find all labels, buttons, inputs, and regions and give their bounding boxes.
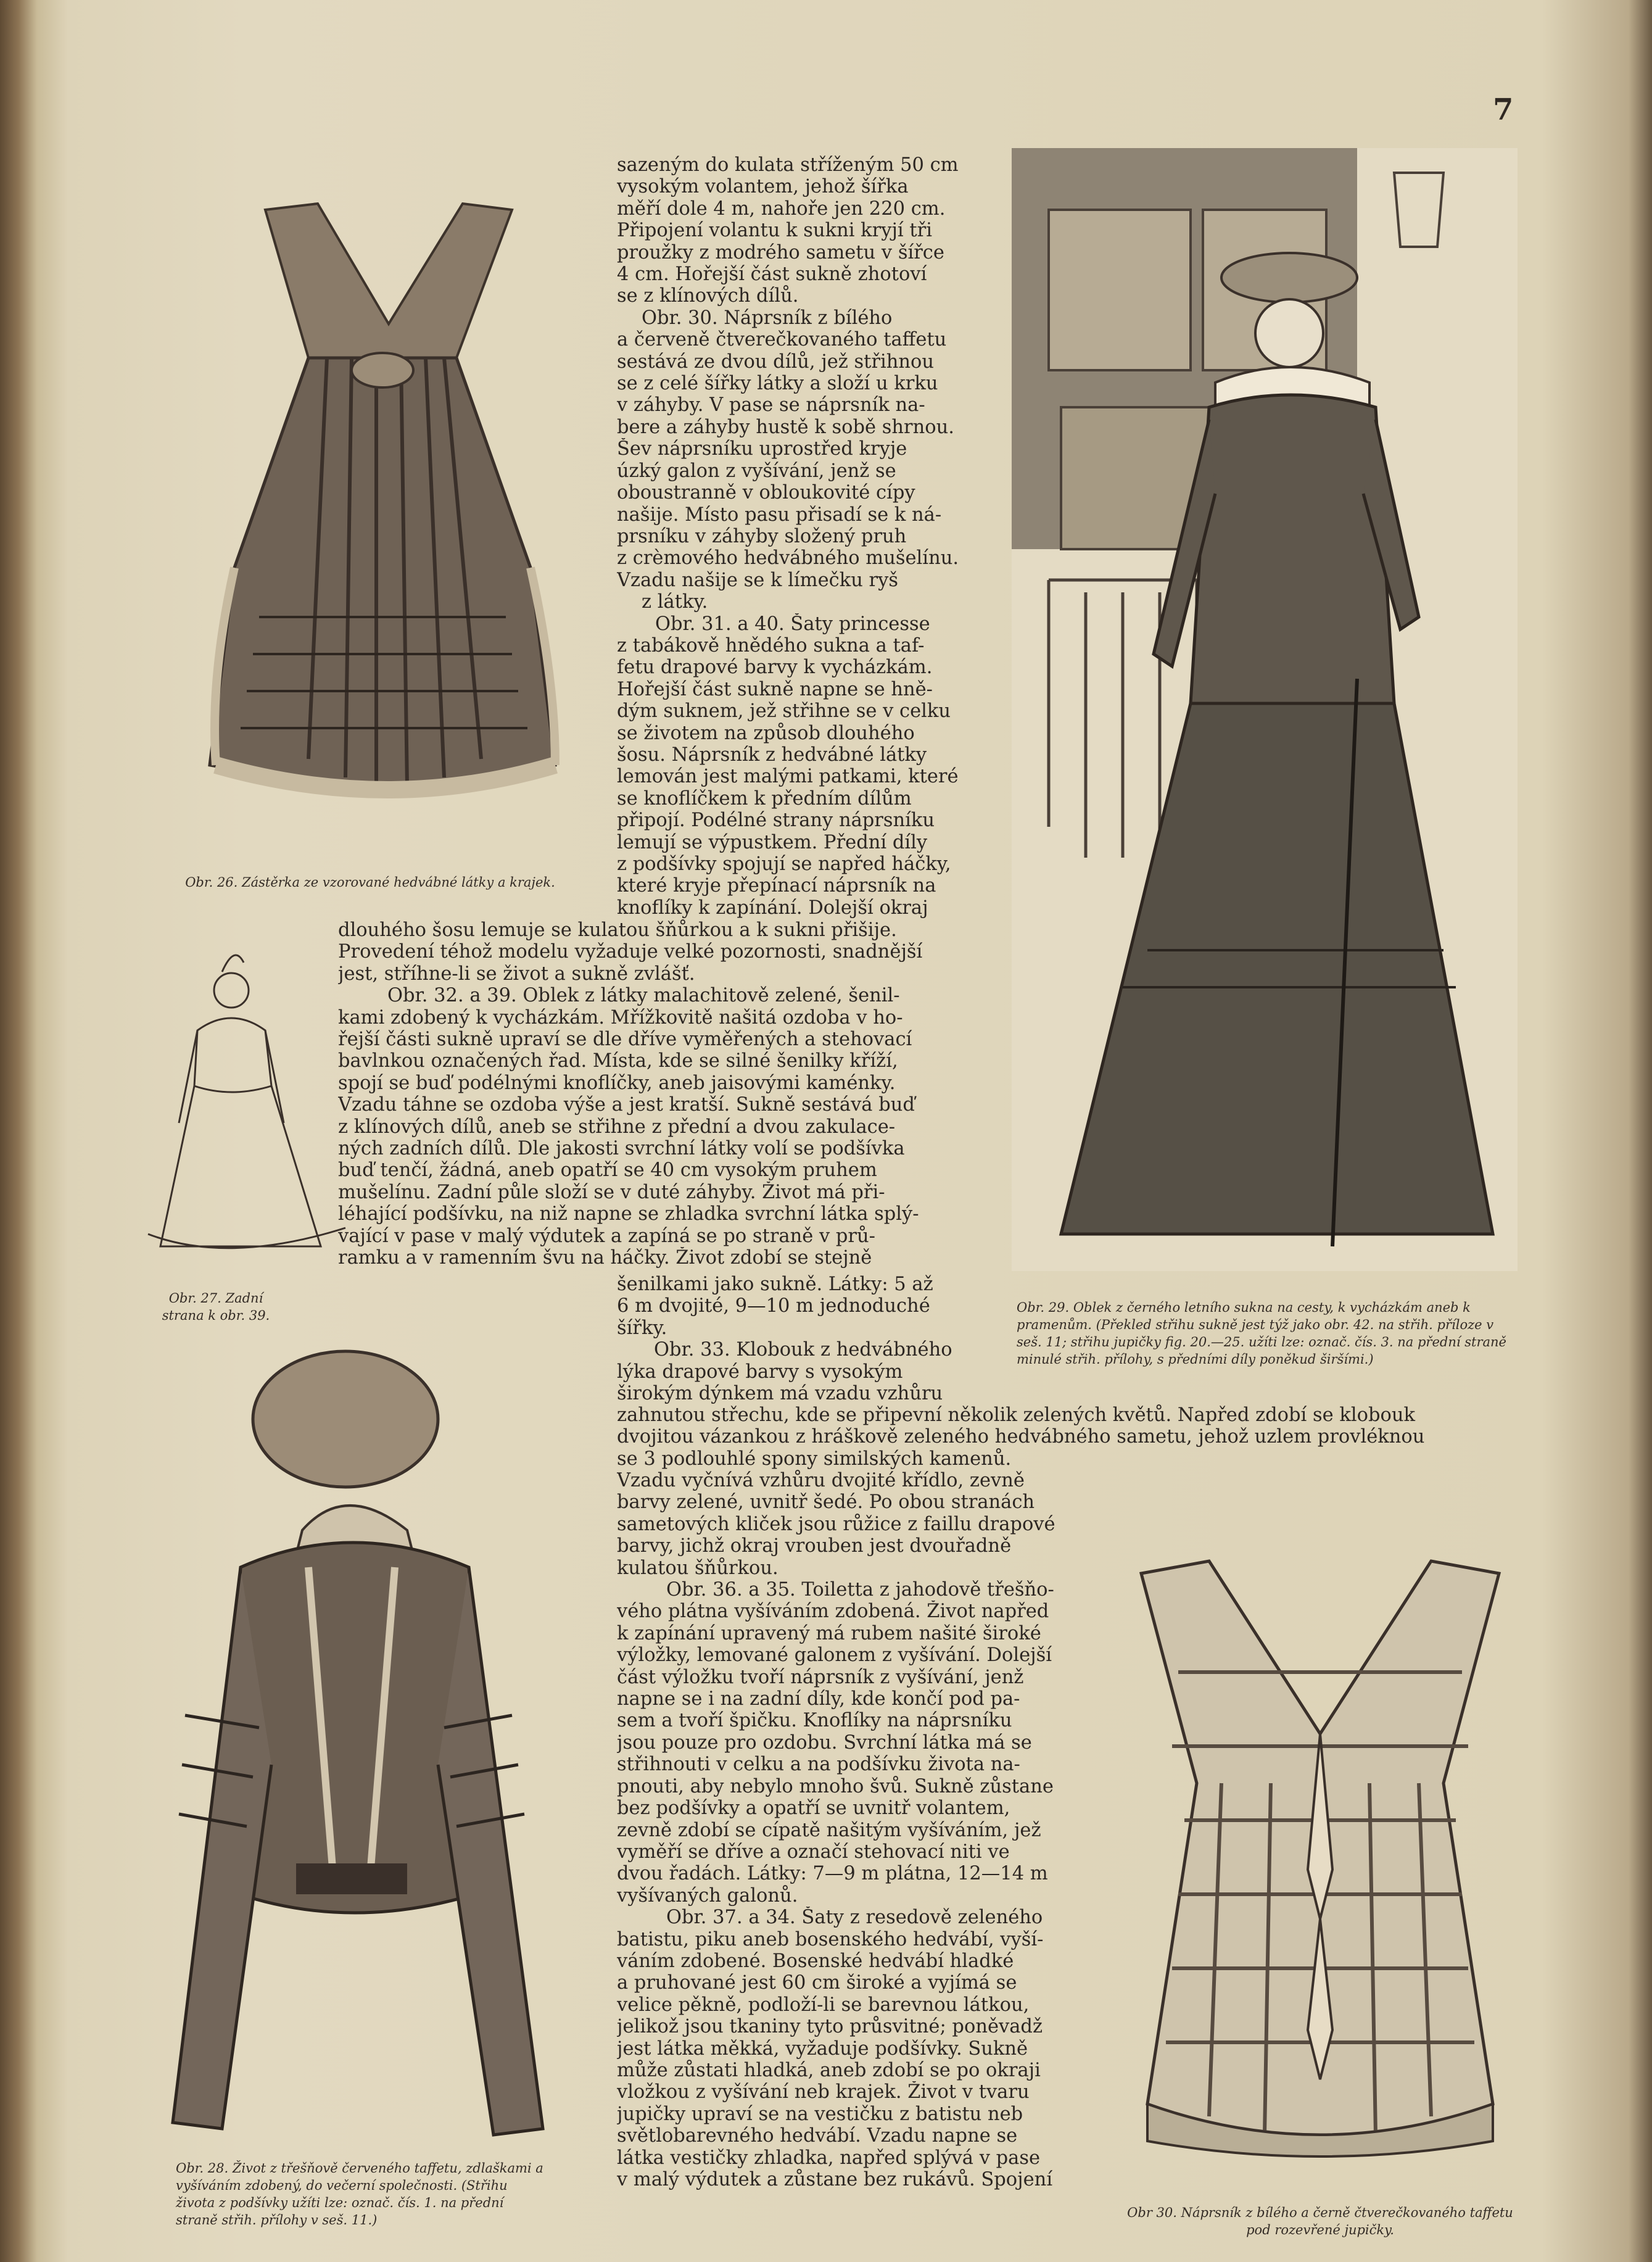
text-line: měří dole 4 m, nahoře jen 220 cm.: [617, 197, 946, 220]
text-line: kami zdobený k vycházkám. Mřížkovitě našitá ozdoba v ho-: [338, 1006, 903, 1029]
text-line: Obr. 32. a 39. Oblek z látky malachitově zelené, šenil-: [387, 985, 900, 1007]
text-column-wide: [617, 1404, 1511, 1470]
text-line: sestává ze dvou dílů, jež střihnou: [617, 350, 935, 373]
text-line: dým suknem, jež střihne se v celku: [617, 700, 951, 723]
caption-fig29: Obr. 29. Oblek z černého letního sukna na cesty, k vycházkám aneb k pramenům. (Překled střihu sukně jest týž jako obr. 42. na střih. příloze v seš. 11; střihu jupičky fig. 20.—25. užíti lze: označ. čís. 3. na přední straně minulé střih. přílohy, s předními díly poněkud širšími.): [1017, 1300, 1506, 1367]
text-line: vající v pase v malý výdutek a zapíná se po straně v prů-: [338, 1225, 875, 1247]
text-line: mušelínu. Zadní půle složí se v duté záhyby. Život má při-: [338, 1181, 885, 1203]
text-line: batistu, piku aneb bosenského hedvábí, vyší-: [617, 1928, 1044, 1950]
text-line: lemován jest malými patkami, které: [617, 766, 959, 788]
bodice-drawing: [148, 1333, 568, 2147]
text-line: léhající podšívku, na niž napne se zhladka svrchní látka splý-: [338, 1203, 919, 1225]
text-line: napne se i na zadní díly, kde končí pod pa-: [617, 1688, 1020, 1710]
apron-illustration: [185, 185, 580, 814]
text-line: vysokým volantem, jehož šířka: [617, 176, 909, 198]
text-line: Obr. 33. Klobouk z hedvábného: [654, 1339, 952, 1361]
bodice-illustration: [148, 1333, 568, 2147]
text-line: zahnutou střechu, kde se připevní několik zelených květů. Napřed zdobí se klobouk: [617, 1404, 1416, 1426]
text-line: jupičky upraví se na vestičku z batistu neb: [617, 2103, 1023, 2125]
text-line: Hořejší část sukně napne se hně-: [617, 678, 933, 700]
text-line: našije. Místo pasu přisadí se k ná-: [617, 503, 942, 526]
text-line: z podšívky spojují se napřed háčky,: [617, 853, 951, 875]
text-line: část výložku tvoří náprsník z vyšívání, jenž: [617, 1666, 1024, 1688]
text-line: Vzadu táhne se ozdoba výše a jest kratší. Sukně sestává buď: [338, 1094, 915, 1116]
text-line: sametových kliček jsou růžice z faillu drapové: [617, 1513, 1055, 1535]
text-line: širokým dýnkem má vzadu vzhůru: [617, 1383, 943, 1405]
text-line: jest látka měkká, vyžaduje podšívky. Sukně: [617, 2037, 1028, 2060]
text-line: sazeným do kulata stříženým 50 cm: [617, 154, 959, 176]
caption-fig28: Obr. 28. Život z třešňově červeného taffetu, zdlaškami a vyšíváním zdobený, do večerní společnosti. (Střihu života z podšívky užíti lze: označ. čís. 1. na přední straně střih. přílohy v seš. 11.): [176, 2161, 543, 2227]
text-line: barvy, jichž okraj vrouben jest dvouřadně: [617, 1535, 1012, 1557]
travel-costume-illustration: [1012, 148, 1518, 1271]
text-line: šířky.: [617, 1317, 667, 1339]
text-line: spojí se buď podélnými knoflíčky, aneb jaisovými kaménky.: [338, 1072, 896, 1094]
caption-fig27: Obr. 27. Zadní strana k obr. 39.: [162, 1291, 270, 1323]
text-line: proužky z modrého sametu v šířce: [617, 241, 944, 263]
text-line: sem a tvoří špičku. Knoflíky na náprsníku: [617, 1710, 1012, 1732]
text-line: váním zdobené. Bosenské hedvábí hladké: [617, 1950, 1014, 1972]
text-line: které kryje přepínací náprsník na: [617, 875, 936, 897]
text-line: buď tenčí, žádná, aneb opatří se 40 cm vysokým pruhem: [338, 1159, 877, 1182]
text-line: lemují se výpustkem. Přední díly: [617, 831, 928, 853]
text-line: šosu. Náprsník z hedvábné látky: [617, 744, 927, 766]
text-line: jsou pouze pro ozdobu. Svrchní látka má se: [617, 1731, 1032, 1754]
text-line: z crèmového hedvábného mušelínu.: [617, 547, 959, 570]
text-line: střihnouti v celku a na podšívku života na-: [617, 1754, 1020, 1776]
text-line: fetu drapové barvy k vycházkám.: [617, 657, 933, 679]
travel-costume-drawing: [1012, 148, 1518, 1271]
text-line: bez podšívky a opatří se uvnitř volantem,: [617, 1797, 1010, 1820]
caption-fig26: Obr. 26. Zástěrka ze vzorované hedvábné látky a krajek.: [185, 875, 555, 890]
caption-fig30: Obr 30. Náprsník z bílého a černě čtverečkovaného taffetu pod rozevřené jupičky.: [1127, 2205, 1513, 2237]
text-line: vého plátna vyšíváním zdobená. Život napřed: [617, 1601, 1049, 1623]
text-line: úzký galon z vyšívání, jenž se: [617, 460, 896, 482]
text-line: 4 cm. Hořejší část sukně zhotoví: [617, 263, 927, 286]
text-line: z látky.: [642, 591, 708, 613]
text-line: se životem na způsob dlouhého: [617, 722, 915, 744]
text-line: Připojení volantu k sukni kryjí tři: [617, 220, 932, 242]
text-line: pnouti, aby nebylo mnoho švů. Sukně zůstane: [617, 1775, 1054, 1797]
text-column-lower: [617, 1470, 1086, 2190]
text-line: a pruhované jest 60 cm široké a vyjímá se: [617, 1972, 1017, 1994]
dress-back-drawing: [136, 938, 364, 1259]
text-line: dvou řadách. Látky: 7—9 m plátna, 12—14 m: [617, 1863, 1048, 1885]
text-line: světlobarevného hedvábí. Vzadu napne se: [617, 2125, 1018, 2147]
text-line: bavlnkou označených řad. Místa, kde se silné šenilky kříží,: [338, 1050, 898, 1072]
text-column-upper: [617, 154, 987, 919]
text-line: bere a záhyby hustě k sobě shrnou.: [617, 416, 954, 438]
page-number: 7: [1493, 93, 1514, 127]
text-line: se knoflíčkem k předním dílům: [617, 787, 912, 810]
text-line: v malý výdutek a zůstane bez rukávů. Spojení: [617, 2169, 1053, 2190]
text-line: kulatou šňůrkou.: [617, 1557, 779, 1579]
text-line: z tabákově hnědého sukna a taf-: [617, 634, 925, 657]
text-line: se 3 podlouhlé spony similských kamenů.: [617, 1448, 1012, 1470]
text-line: může zůstati hladká, aneb zdobí se po okraji: [617, 2059, 1041, 2081]
text-line: oboustranně v obloukovité cípy: [617, 482, 915, 504]
text-line: vyměří se dříve a označí stehovací niti ve: [617, 1841, 1010, 1863]
text-line: řejší části sukně upraví se dle dříve vyměřených a stehovací: [338, 1029, 912, 1051]
text-line: a červeně čtverečkovaného taffetu: [617, 329, 947, 351]
text-line: dvojitou vázankou z hráškově zeleného hedvábného sametu, jehož uzlem provléknou: [617, 1426, 1425, 1448]
text-line: se z celé šířky látky a složí u krku: [617, 373, 938, 395]
text-line: Vzadu vyčnívá vzhůru dvojité křídlo, zevně: [617, 1470, 1025, 1491]
text-line: v záhyby. V pase se náprsník na-: [617, 394, 925, 416]
text-line: dlouhého šosu lemuje se kulatou šňůrkou a k sukni přišije.: [338, 919, 897, 941]
text-line: Obr. 37. a 34. Šaty z resedově zeleného: [666, 1907, 1043, 1929]
text-line: látka vestičky zhladka, napřed splývá v pase: [617, 2147, 1041, 2169]
text-column-hat-start: [617, 1274, 975, 1404]
text-line: jest, stříhne-li se život a sukně zvlášť.: [338, 963, 695, 985]
text-line: ramku a v ramenním švu na háčky. Život zdobí se stejně: [338, 1247, 872, 1269]
plastron-drawing: [1123, 1549, 1518, 2172]
text-line: Obr. 36. a 35. Toiletta z jahodově třešňo-: [666, 1579, 1054, 1601]
text-column-middle: [338, 919, 973, 1269]
text-line: lýka drapové barvy s vysokým: [617, 1361, 903, 1383]
text-line: Šev náprsníku uprostřed kryje: [617, 438, 907, 460]
text-line: k zapínání upravený má rubem našité široké: [617, 1622, 1041, 1644]
plastron-illustration: [1123, 1549, 1518, 2172]
text-line: se z klínových dílů.: [617, 285, 799, 307]
text-line: 6 m dvojité, 9—10 m jednoduché: [617, 1295, 930, 1317]
text-line: Obr. 31. a 40. Šaty princesse: [655, 613, 930, 635]
text-line: ných zadních dílů. Dle jakosti svrchní látky volí se podšívka: [338, 1138, 905, 1160]
text-line: vyšívaných galonů.: [617, 1884, 798, 1907]
text-line: barvy zelené, uvnitř šedé. Po obou stranách: [617, 1491, 1035, 1514]
text-line: šenilkami jako sukně. Látky: 5 až: [617, 1274, 933, 1295]
text-line: z klínových dílů, aneb se střihne z přední a dvou zakulace-: [338, 1116, 896, 1138]
text-line: knoflíky k zapínání. Dolejší okraj: [617, 897, 928, 919]
dress-back-sketch: [136, 938, 364, 1259]
text-line: výložky, lemované galonem z vyšívání. Dolejší: [617, 1644, 1052, 1667]
text-line: prsníku v záhyby složený pruh: [617, 525, 907, 547]
apron-drawing: [185, 185, 580, 814]
text-line: Vzadu našije se k límečku ryš: [617, 569, 898, 591]
text-line: připojí. Podélné strany náprsníku: [617, 810, 935, 832]
text-line: velice pěkně, podloží-li se barevnou látkou,: [617, 1994, 1030, 2016]
text-line: jelikož jsou tkaniny tyto průsvitné; poněvadž: [617, 2016, 1043, 2038]
text-line: Provedení téhož modelu vyžaduje velké pozornosti, snadnější: [338, 941, 923, 963]
text-line: vložkou z vyšívání neb krajek. Život v tvaru: [617, 2081, 1030, 2103]
text-line: zevně zdobí se cípatě našitým vyšíváním, jež: [617, 1819, 1041, 1841]
text-line: Obr. 30. Náprsník z bílého: [642, 307, 893, 329]
